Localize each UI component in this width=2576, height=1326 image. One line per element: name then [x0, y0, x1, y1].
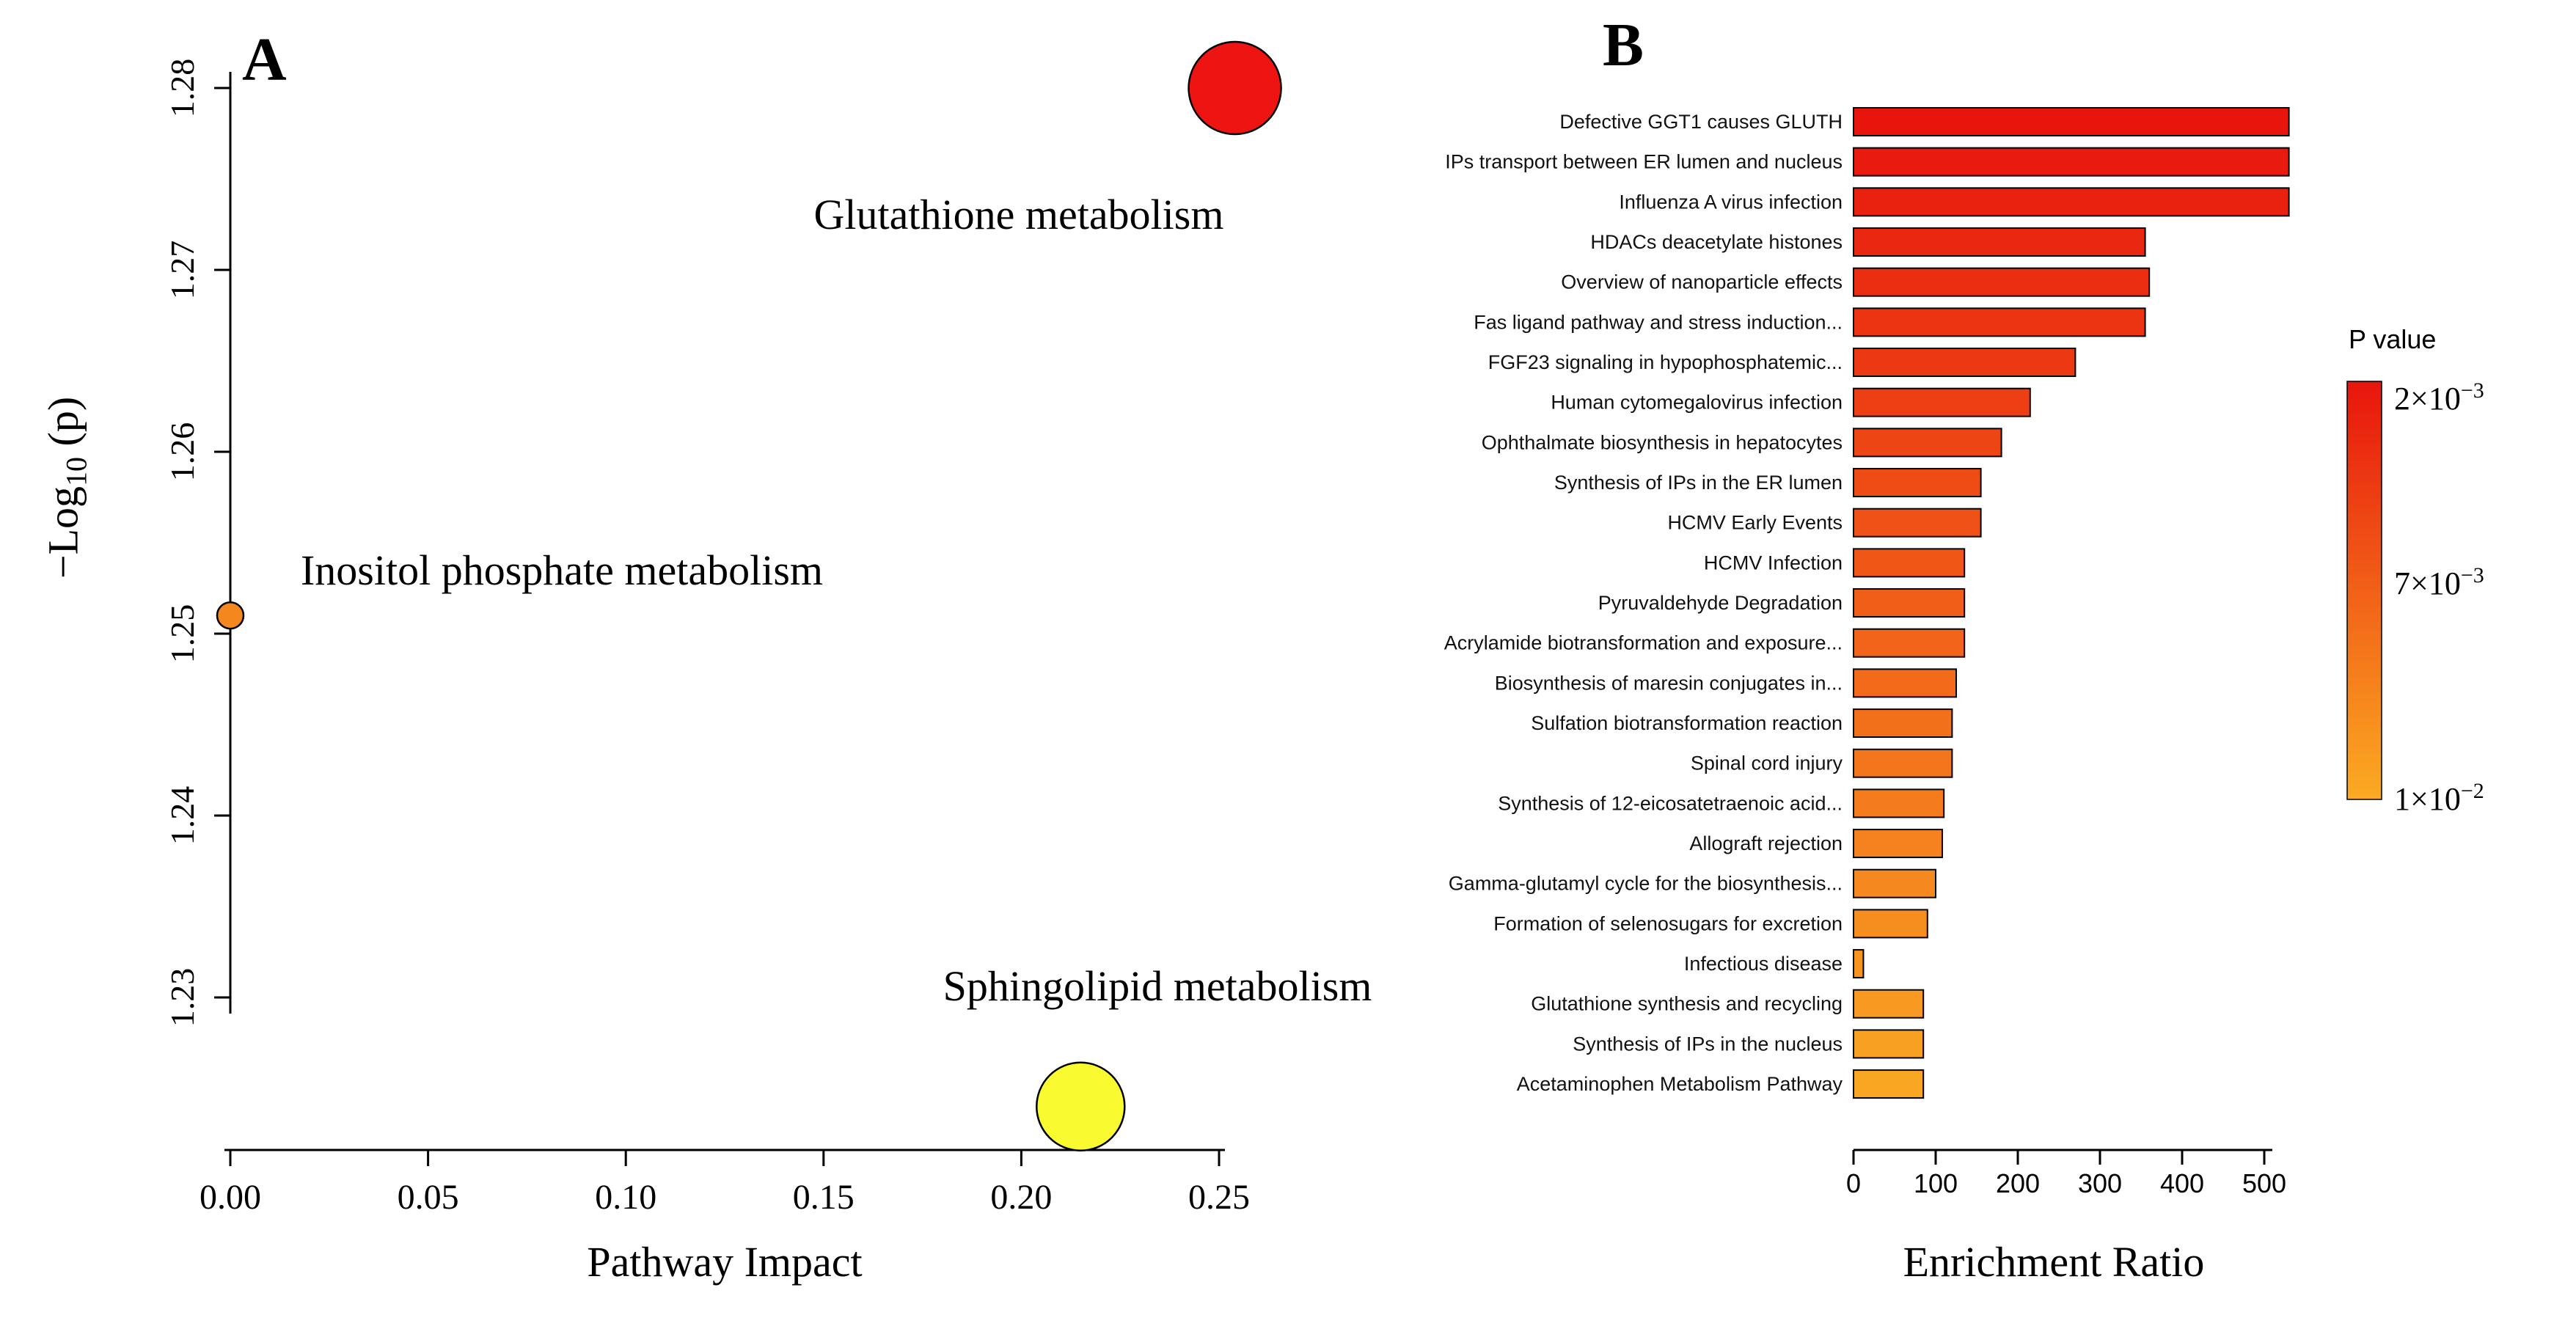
scatter-y-tick-label: 1.23: [164, 967, 201, 1028]
bar-category-label: Formation of selenosugars for excretion: [1493, 912, 1843, 935]
bar-category-label: Synthesis of 12-eicosatetraenoic acid...: [1498, 792, 1843, 815]
pvalue-legend-title: P value: [2349, 324, 2437, 354]
bar-category-label: Acetaminophen Metabolism Pathway: [1516, 1073, 1843, 1096]
bar-category-label: Spinal cord injury: [1690, 752, 1843, 774]
bar-x-axis-title: Enrichment Ratio: [1903, 1238, 2205, 1286]
bar: [1854, 509, 1981, 537]
bar-x-tick-label: 400: [2159, 1168, 2205, 1198]
bar-category-label: Acrylamide biotransformation and exposure...: [1443, 631, 1843, 654]
bar: [1854, 428, 2002, 456]
bar: [1854, 108, 2289, 136]
bar-category-label: Sulfation biotransformation reaction: [1531, 712, 1843, 735]
panel-b-label: B: [1603, 11, 1644, 79]
bar: [1854, 789, 1944, 817]
bar-category-label: Allograft rejection: [1689, 832, 1843, 855]
bar-category-label: HCMV Infection: [1703, 552, 1843, 574]
scatter-point-label: Glutathione metabolism: [813, 191, 1224, 238]
bar: [1854, 1070, 1923, 1098]
scatter-point: [1036, 1063, 1124, 1151]
scatter-point-label: Sphingolipid metabolism: [943, 962, 1372, 1010]
bar-category-label: Gamma-glutamyl cycle for the biosynthesis...: [1448, 872, 1843, 895]
bar-category-label: Glutathione synthesis and recycling: [1531, 992, 1843, 1015]
bar-x-tick-label: 200: [1995, 1168, 2041, 1198]
bar: [1854, 990, 1923, 1018]
bar-category-label: Synthesis of IPs in the nucleus: [1573, 1033, 1843, 1055]
bar: [1854, 950, 1863, 978]
bar-category-label: Defective GGT1 causes GLUTH: [1559, 111, 1843, 133]
bar-category-label: Synthesis of IPs in the ER lumen: [1554, 472, 1843, 494]
bar-category-label: FGF23 signaling in hypophosphatemic...: [1488, 351, 1843, 374]
scatter-point: [217, 602, 244, 629]
bar: [1854, 709, 1952, 737]
bar: [1854, 389, 2030, 417]
bar-x-tick-label: 300: [2077, 1168, 2123, 1198]
bar-category-label: Pyruvaldehyde Degradation: [1598, 592, 1843, 615]
bar: [1854, 268, 2149, 296]
scatter-y-tick-label: 1.26: [164, 422, 201, 482]
scatter-x-tick-label: 0.05: [397, 1178, 459, 1217]
bar: [1854, 750, 1952, 777]
bar-category-label: Infectious disease: [1683, 953, 1843, 975]
scatter-point: [1189, 42, 1281, 134]
bar-category-label: Overview of nanoparticle effects: [1561, 271, 1843, 293]
scatter-x-tick-label: 0.25: [1188, 1178, 1250, 1217]
bar: [1854, 308, 2145, 336]
bar: [1854, 228, 2145, 256]
bar: [1854, 188, 2289, 216]
scatter-x-tick-label: 0.10: [595, 1178, 657, 1217]
bar-category-label: Fas ligand pathway and stress induction...: [1474, 311, 1843, 334]
scatter-x-tick-label: 0.00: [200, 1178, 261, 1217]
bar: [1854, 148, 2289, 176]
scatter-y-tick-label: 1.27: [164, 240, 201, 300]
scatter-x-tick-label: 0.20: [990, 1178, 1053, 1217]
panel-a-label: A: [242, 26, 287, 94]
pvalue-gradient-bar: [2347, 381, 2382, 799]
bar: [1854, 829, 1942, 857]
bar: [1854, 549, 1964, 576]
bar-x-tick-label: 100: [1913, 1168, 1958, 1198]
bar-x-tick-label: 500: [2242, 1168, 2287, 1198]
legend-tick-label: $1\times 10^{-2}$: [2394, 779, 2484, 817]
bar: [1854, 629, 1964, 657]
y-axis-title-suffix: (p): [39, 396, 87, 457]
bar-category-label: HDACs deacetylate histones: [1590, 231, 1843, 254]
bar: [1854, 870, 1936, 898]
bar-category-label: HCMV Early Events: [1667, 511, 1843, 534]
scatter-point-label: Inositol phosphate metabolism: [300, 546, 824, 594]
bar-x-tick-label: 0: [1845, 1168, 1862, 1198]
bar-category-label: Influenza A virus infection: [1619, 191, 1843, 213]
bar: [1854, 348, 2075, 376]
y-axis-title-prefix: −Log: [39, 486, 87, 579]
scatter-y-axis-title: [39, 397, 94, 579]
bar-category-label: Human cytomegalovirus infection: [1551, 391, 1843, 414]
bar-category-label: Ophthalmate biosynthesis in hepatocytes: [1481, 431, 1843, 454]
bar-category-label: Biosynthesis of maresin conjugates in...: [1494, 672, 1843, 695]
bar: [1854, 909, 1928, 937]
bar: [1854, 589, 1964, 617]
bar: [1854, 1030, 1923, 1058]
bar: [1854, 669, 1956, 697]
scatter-y-tick-label: 1.28: [164, 58, 201, 118]
legend-tick-label: $2\times 10^{-3}$: [2394, 378, 2484, 417]
scatter-y-tick-label: 1.25: [164, 604, 201, 664]
scatter-x-axis-title: Pathway Impact: [587, 1238, 863, 1286]
bar-category-label: IPs transport between ER lumen and nucleus: [1445, 150, 1843, 173]
scatter-y-tick-label: 1.24: [164, 785, 201, 846]
legend-tick-label: $7\times 10^{-3}$: [2394, 563, 2484, 601]
y-axis-title-subscript: 10: [59, 457, 93, 486]
scatter-x-tick-label: 0.15: [792, 1178, 855, 1217]
bar: [1854, 469, 1981, 497]
